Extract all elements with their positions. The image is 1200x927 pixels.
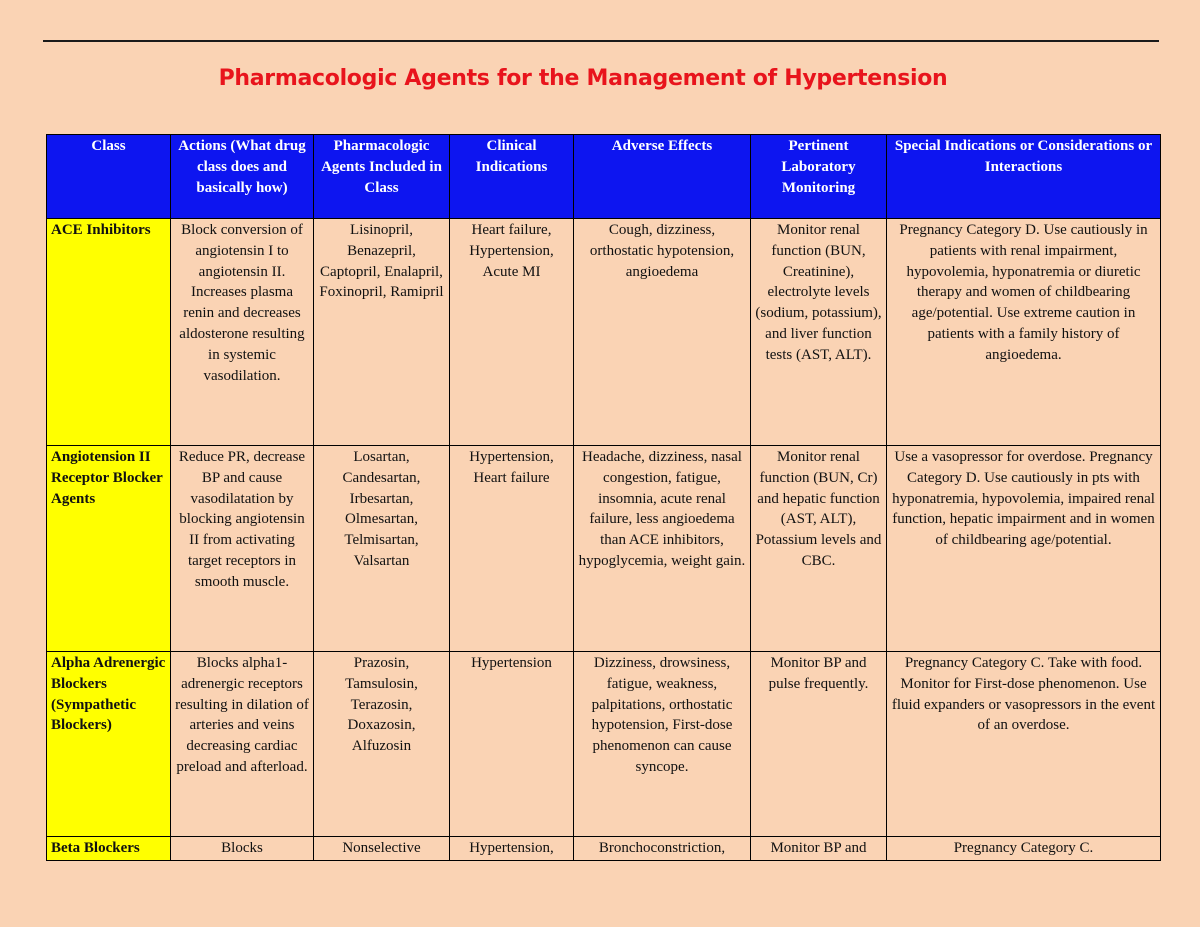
table-row bbox=[47, 837, 1161, 861]
header-actions: Actions (What drug class does and basically how) bbox=[171, 135, 314, 219]
class-cell: Alpha Adrenergic Blockers (Sympathetic Blockers) bbox=[47, 652, 171, 837]
indications-cell: Heart failure, Hypertension, Acute MI bbox=[450, 219, 574, 446]
header-lab-monitoring: Pertinent Laboratory Monitoring bbox=[751, 135, 887, 219]
adverse-effects-cell: Dizziness, drowsiness, fatigue, weakness, palpitations, orthostatic hypotension, First-dose phenomenon can cause syncope. bbox=[574, 652, 751, 837]
indications-cell: Hypertension, bbox=[450, 837, 574, 861]
indications-cell: Hypertension bbox=[450, 652, 574, 837]
special-indications-cell: Use a vasopressor for overdose. Pregnancy Category D. Use cautiously in pts with hyponatremia, hypovolemia, impaired renal function, hepatic impairment and in women of childbearing age/potential. bbox=[887, 446, 1161, 652]
lab-monitoring-cell: Monitor BP and pulse frequently. bbox=[751, 652, 887, 837]
hypertension-drug-table bbox=[46, 134, 1161, 861]
special-indications-cell: Pregnancy Category C. bbox=[887, 837, 1161, 861]
agents-cell: Lisinopril, Benazepril, Captopril, Enalapril, Foxinopril, Ramipril bbox=[314, 219, 450, 446]
agents-cell: Losartan, Candesartan, Irbesartan, Olmesartan, Telmisartan, Valsartan bbox=[314, 446, 450, 652]
lab-monitoring-cell: Monitor renal function (BUN, Creatinine), electrolyte levels (sodium, potassium), and liver function tests (AST, ALT). bbox=[751, 219, 887, 446]
header-clinical-indications: Clinical Indications bbox=[450, 135, 574, 219]
table-row bbox=[47, 219, 1161, 446]
actions-cell: Block conversion of angiotensin I to angiotensin II. Increases plasma renin and decreases aldosterone resulting in systemic vasodilation. bbox=[171, 219, 314, 446]
table-row bbox=[47, 446, 1161, 652]
header-adverse-effects: Adverse Effects bbox=[574, 135, 751, 219]
page-title: Pharmacologic Agents for the Management of Hypertension bbox=[218, 66, 948, 91]
table-row bbox=[47, 652, 1161, 837]
adverse-effects-cell: Cough, dizziness, orthostatic hypotension, angioedema bbox=[574, 219, 751, 446]
class-cell: ACE Inhibitors bbox=[47, 219, 171, 446]
special-indications-cell: Pregnancy Category D. Use cautiously in patients with renal impairment, hypovolemia, hyponatremia or diuretic therapy and women of childbearing age/potential. Use extreme caution in patients with a family history of angioedema. bbox=[887, 219, 1161, 446]
header-row bbox=[47, 135, 1161, 219]
special-indications-cell: Pregnancy Category C. Take with food. Monitor for First-dose phenomenon. Use fluid expanders or vasopressors in the event of an overdose. bbox=[887, 652, 1161, 837]
agents-cell: Nonselective bbox=[314, 837, 450, 861]
header-special-indications: Special Indications or Considerations or Interactions bbox=[887, 135, 1161, 219]
actions-cell: Reduce PR, decrease BP and cause vasodilatation by blocking angiotensin II from activating target receptors in smooth muscle. bbox=[171, 446, 314, 652]
actions-cell: Blocks bbox=[171, 837, 314, 861]
lab-monitoring-cell: Monitor BP and bbox=[751, 837, 887, 861]
actions-cell: Blocks alpha1-adrenergic receptors resulting in dilation of arteries and veins decreasing cardiac preload and afterload. bbox=[171, 652, 314, 837]
header-agents: Pharmacologic Agents Included in Class bbox=[314, 135, 450, 219]
header-class: Class bbox=[47, 135, 171, 219]
class-cell: Beta Blockers bbox=[47, 837, 171, 861]
adverse-effects-cell: Bronchoconstriction, bbox=[574, 837, 751, 861]
indications-cell: Hypertension, Heart failure bbox=[450, 446, 574, 652]
top-rule bbox=[43, 40, 1159, 42]
lab-monitoring-cell: Monitor renal function (BUN, Cr) and hepatic function (AST, ALT), Potassium levels and CBC. bbox=[751, 446, 887, 652]
agents-cell: Prazosin, Tamsulosin, Terazosin, Doxazosin, Alfuzosin bbox=[314, 652, 450, 837]
class-cell: Angiotension II Receptor Blocker Agents bbox=[47, 446, 171, 652]
adverse-effects-cell: Headache, dizziness, nasal congestion, fatigue, insomnia, acute renal failure, less angioedema than ACE inhibitors, hypoglycemia, weight gain. bbox=[574, 446, 751, 652]
